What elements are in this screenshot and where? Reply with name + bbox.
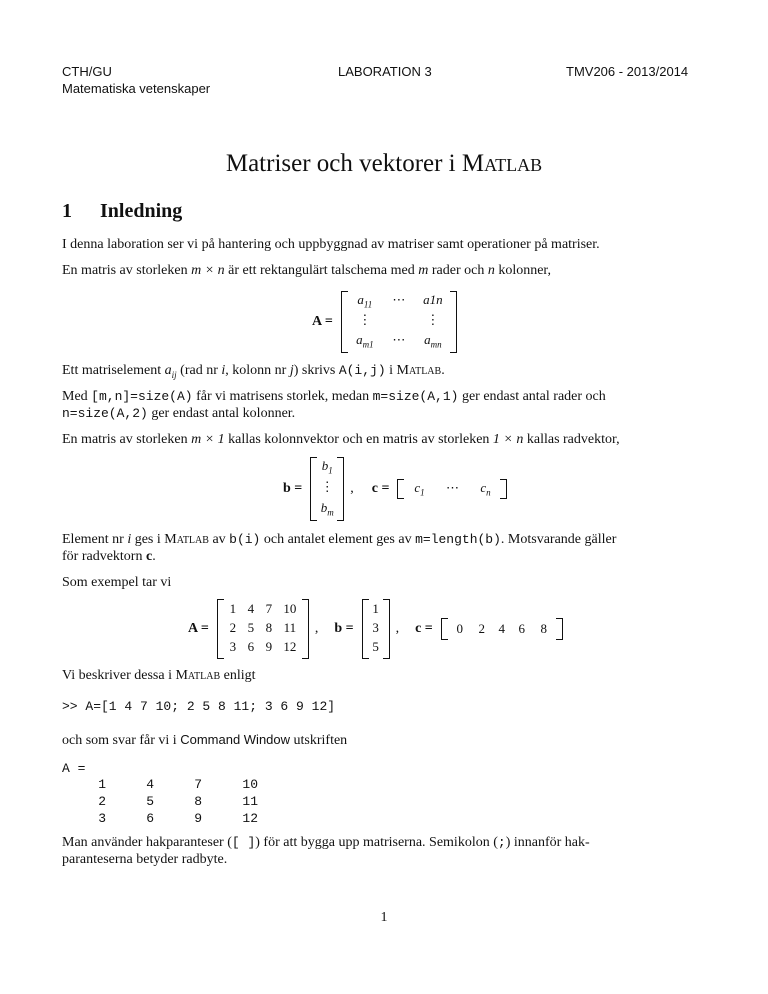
matrix-cell: 4: [247, 600, 255, 616]
right-bracket: [500, 479, 507, 499]
matrix-cell: ⋯: [392, 332, 406, 347]
left-bracket: [362, 599, 369, 659]
paragraph-brackets: Man använder hakparanteser ([ ]) för att bygga upp matriserna. Semikolon (;) innanför hak- paranteserna betyder radbyte.: [62, 835, 590, 867]
matrix-cell: [382, 312, 416, 332]
left-bracket: [397, 479, 404, 499]
vector-cell: $c_n$: [480, 480, 491, 498]
output-cell: 9: [194, 811, 202, 826]
paragraph-example: Som exempel tar vi: [62, 575, 172, 590]
paragraph-length: Element nr i ges i Matlab av b(i) och antalet element ges av m=length(b). Motsvarande gäller för radvektorn c.: [62, 532, 617, 564]
vector-cell: $b_1$: [321, 458, 333, 476]
left-bracket: [217, 599, 224, 659]
eq1-lhs: A =: [312, 314, 333, 329]
matrix-cell: 2: [229, 619, 237, 635]
output-label: A =: [62, 761, 86, 776]
paragraph-matrix-def: En matris av storleken m × n är ett rektangulärt talschema med m rader och n kolonner,: [62, 263, 552, 278]
output-cell: 6: [146, 811, 154, 826]
header-code: TMV206 - 2013/2014: [566, 64, 689, 79]
output-cell: 2: [98, 794, 106, 809]
matrix-cell: ⋮: [426, 312, 440, 327]
page-number: 1: [380, 910, 388, 925]
right-bracket: [337, 457, 344, 521]
output-cell: 7: [194, 777, 202, 792]
equation-example: A = 1 4 7 10 2 5 8 11 3 6 9 12 , b = 1 3 5 , c = 0 2 4 6 8: [188, 598, 563, 660]
matrix-cell: $a_{11}$: [357, 292, 373, 310]
vector-cell: 3: [372, 619, 379, 635]
matrix-cell: 7: [265, 600, 273, 616]
header-lab: LABORATION 3: [338, 64, 432, 79]
paragraph-intro: I denna laboration ser vi på hantering och uppbyggnad av matriser samt operationer på matriser.: [62, 237, 600, 252]
vector-cell: 2: [478, 621, 486, 636]
vector-cell: 0: [456, 621, 464, 636]
right-bracket: [383, 599, 390, 659]
vector-cell: 8: [540, 621, 548, 636]
right-bracket: [450, 291, 457, 353]
vector-cell: 6: [518, 621, 526, 636]
vector-cell: 1: [372, 600, 379, 616]
output-cell: 4: [146, 777, 154, 792]
vector-cell: 4: [498, 621, 506, 636]
output-cell: 5: [146, 794, 154, 809]
matrix-cell: 6: [247, 638, 255, 654]
output-matrix: [86, 777, 278, 828]
paragraph-vectors: En matris av storleken m × 1 kallas kolonnvektor och en matris av storleken 1 × n kallas radvektor,: [62, 432, 620, 447]
paragraph-describe: Vi beskriver dessa i Matlab enligt: [62, 668, 256, 683]
left-bracket: [441, 618, 448, 640]
matlab-command: >> A=[1 4 7 10; 2 5 8 11; 3 6 9 12]: [62, 699, 336, 714]
matrix-cell: 9: [265, 638, 273, 654]
header-course: CTH/GU: [62, 64, 112, 79]
output-cell: 12: [242, 811, 258, 826]
matrix-cell: 5: [247, 619, 255, 635]
left-bracket: [341, 291, 348, 353]
matrix-cell: 1: [229, 600, 237, 616]
matrix-cell: 8: [265, 619, 273, 635]
output-cell: 8: [194, 794, 202, 809]
header-department: Matematiska vetenskaper: [62, 81, 211, 96]
output-cell: 1: [98, 777, 106, 792]
matrix-cell: 10: [283, 600, 297, 616]
section-title: Inledning: [100, 200, 183, 222]
matrix-cell: 3: [229, 638, 237, 654]
matrix-cell: a1n: [423, 292, 443, 307]
eq3-b-lhs: b =: [334, 621, 354, 636]
eq3-c-lhs: c =: [415, 621, 433, 636]
vector-cell: ⋯: [445, 480, 459, 496]
output-cell: 11: [242, 794, 258, 809]
vector-cell: $c_1$: [414, 480, 425, 498]
paragraph-size: Med [m,n]=size(A) får vi matrisens storlek, medan m=size(A,1) ger endast antal rader och n=size(A,2) ger endast antal kolonner.: [62, 389, 606, 421]
eq2-b-lhs: b =: [283, 481, 303, 496]
eq2-c-lhs: c =: [371, 481, 390, 496]
eq3-A-lhs: A =: [188, 621, 209, 636]
right-bracket: [556, 618, 563, 640]
vector-cell: ⋮: [320, 479, 334, 494]
vector-cell: $b_m$: [320, 500, 334, 518]
vector-cell: 5: [372, 638, 379, 654]
output-cell: 3: [98, 811, 106, 826]
matrix-cell: ⋮: [358, 312, 372, 327]
section-number: 1: [62, 200, 72, 222]
page-title: Matriser och vektorer i Matlab: [225, 150, 543, 177]
left-bracket: [310, 457, 317, 521]
matrix-cell: ⋯: [392, 292, 406, 307]
matrix-cell: $a_{m1}$: [356, 332, 374, 350]
matrix-cell: $a_{mn}$: [424, 332, 442, 350]
equation-general-matrix: [312, 290, 457, 354]
matrix-cell: 11: [283, 619, 297, 635]
output-cell: 10: [242, 777, 258, 792]
paragraph-element: Ett matriselement $a_{ij}$ (rad nr i, kolonn nr j) skrivs A(i,j) i Matlab.: [62, 363, 445, 380]
paragraph-command-window: och som svar får vi i Command Window utskriften: [62, 732, 348, 748]
matrix-cell: 12: [283, 638, 297, 654]
equation-vectors: b = $b_1$ ⋮ $b_m$ , c = $c_1$ ⋯ $c_n$: [283, 456, 507, 522]
right-bracket: [302, 599, 309, 659]
